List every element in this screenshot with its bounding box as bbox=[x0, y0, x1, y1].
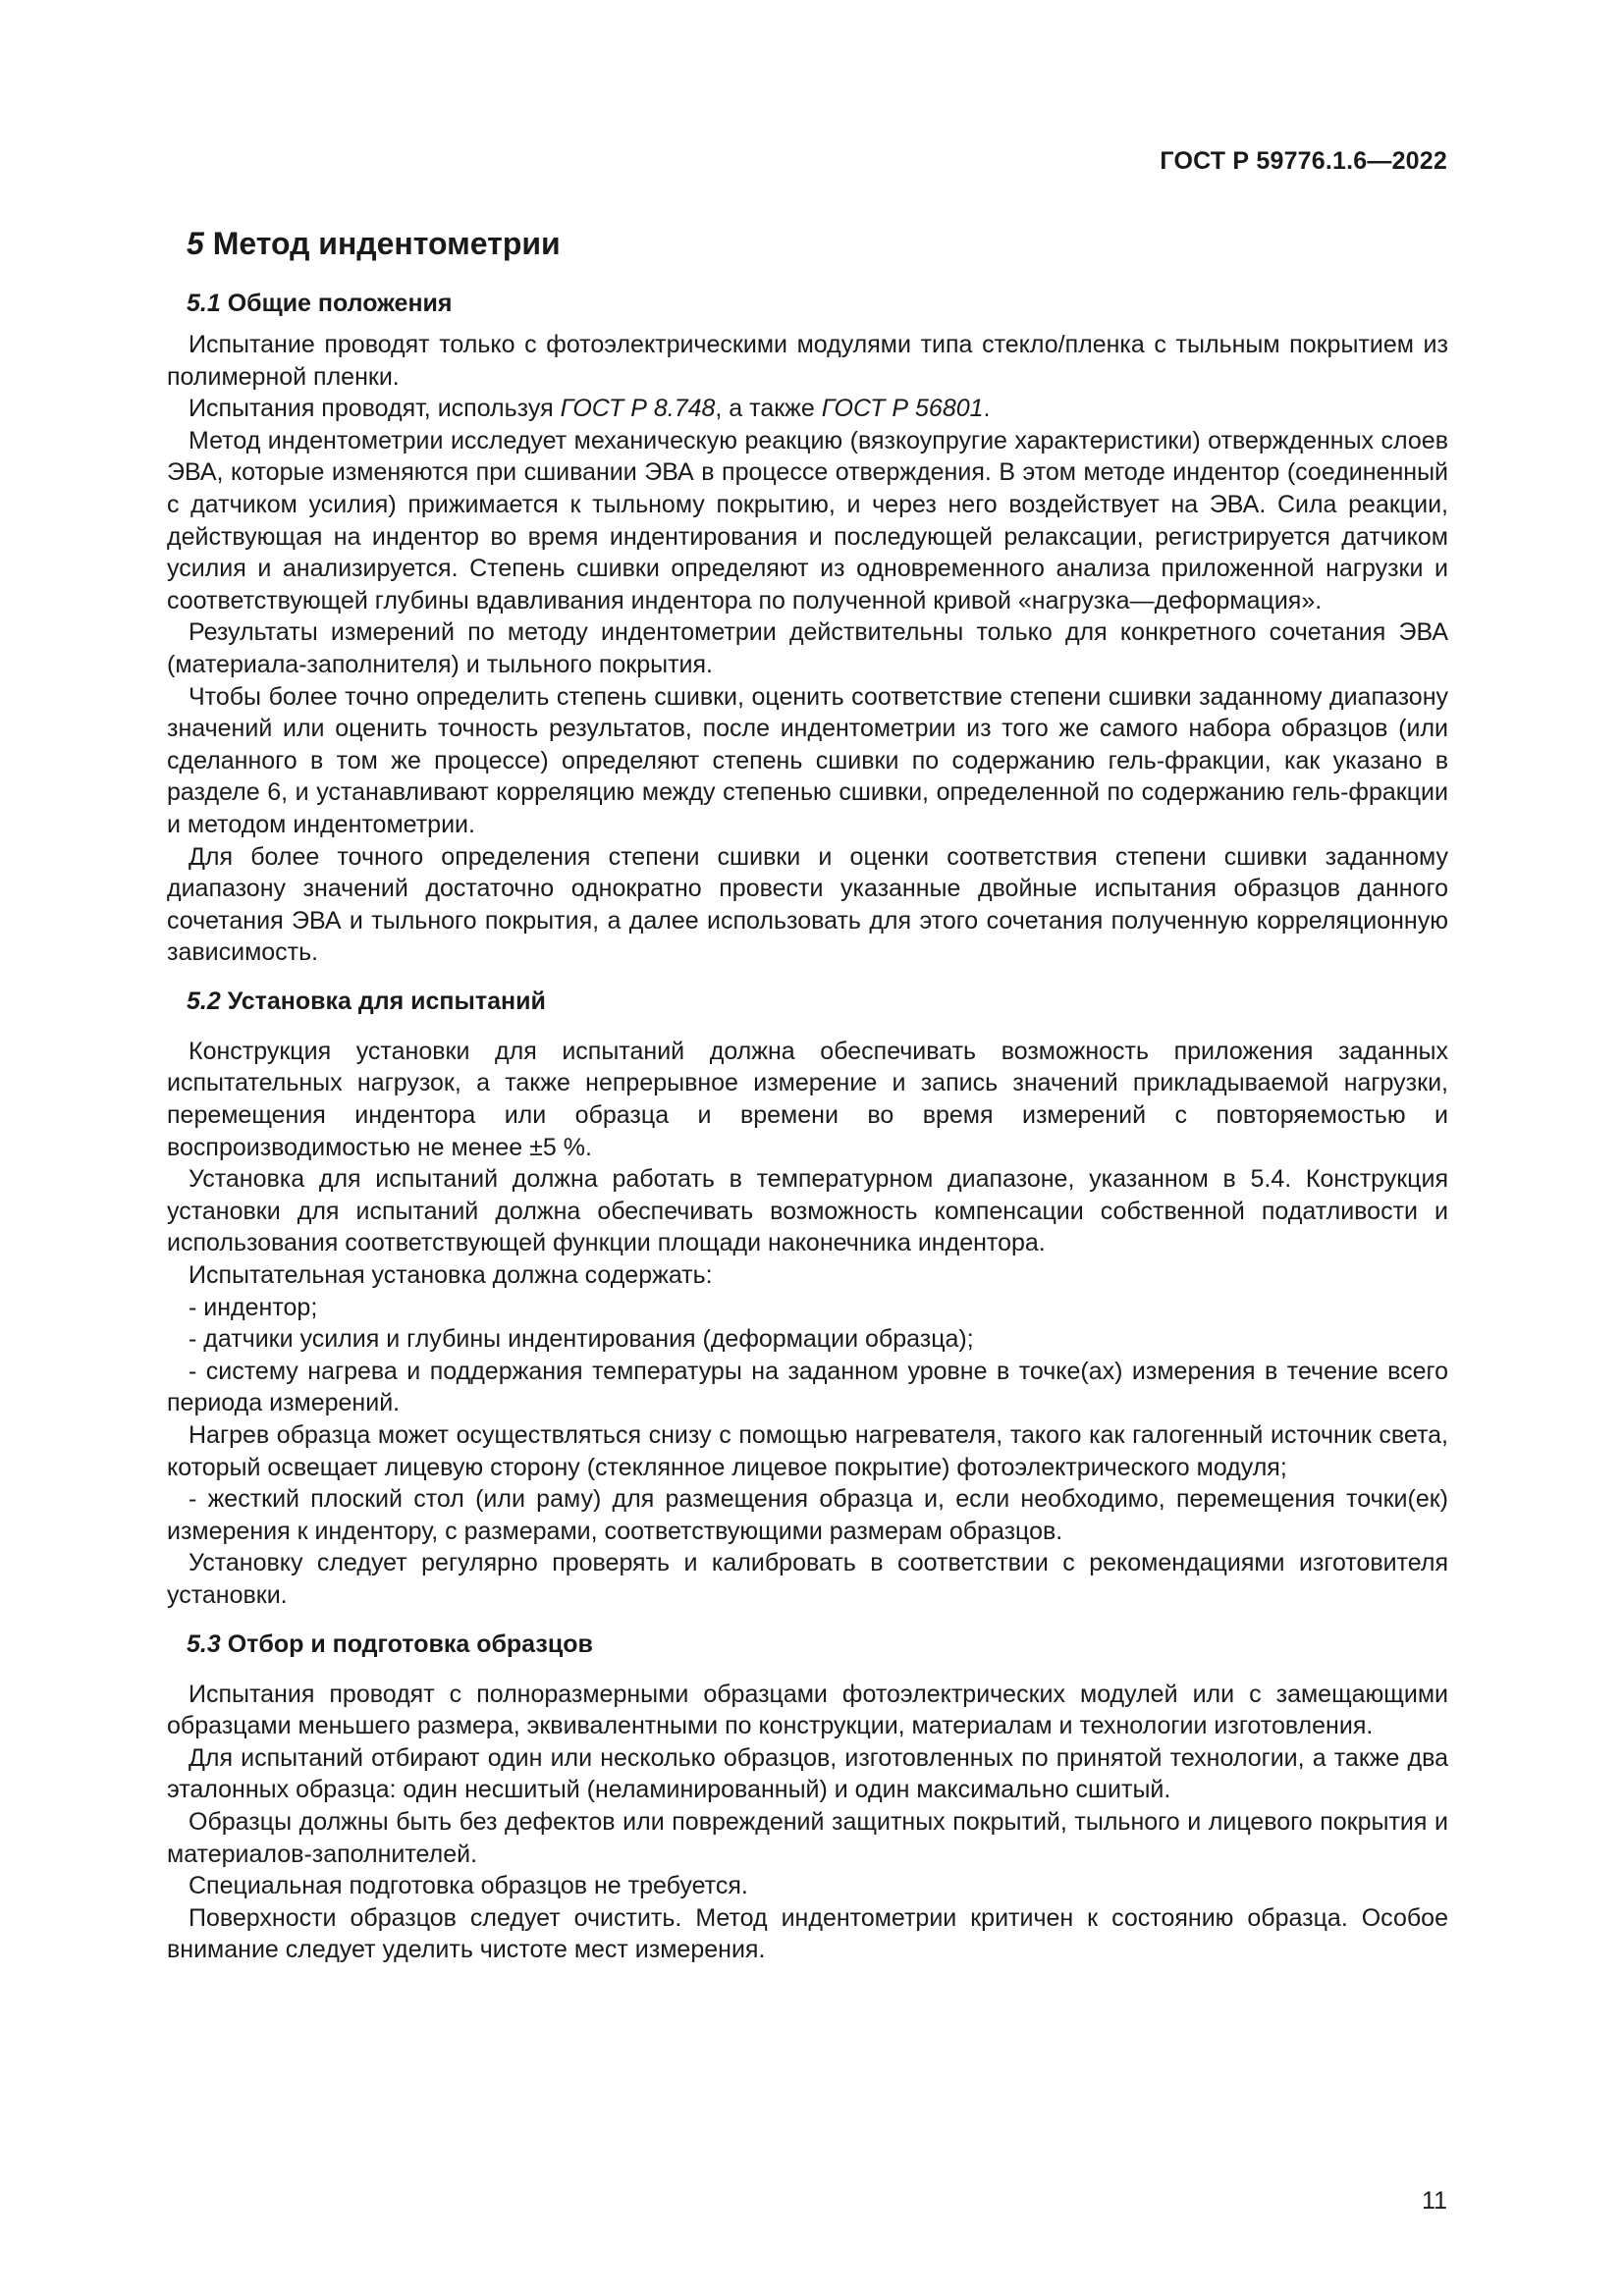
subsection-5-1-heading bbox=[187, 288, 1448, 319]
subsection-5-2 bbox=[167, 986, 1448, 1612]
paragraph: Нагрев образца может осуществляться снизу с помощью нагревателя, такого как галогенный источник света, который освещает лицевую сторону (стеклянное лицевое покрытие) фотоэлектрического модуля; bbox=[167, 1421, 1448, 1481]
list-item: - датчики усилия и глубины индентирования (деформации образца); bbox=[189, 1325, 974, 1354]
text-run: , а также bbox=[715, 395, 822, 423]
list-item: - систему нагрева и поддержания температуры на заданном уровне в точке(ах) измерения в течение всего периода измерений. bbox=[167, 1357, 1448, 1417]
subsection-5-3-heading bbox=[187, 1629, 1448, 1660]
paragraph: Испытание проводят только с фотоэлектрическими модулями типа стекло/пленка с тыльным покрытием из полимерной пленки. bbox=[167, 331, 1448, 391]
page-number: 11 bbox=[1422, 2187, 1447, 2215]
paragraph: Чтобы более точно определить степень сшивки, оценить соответствие степени сшивки заданному диапазону значений или оценить точность результатов, после индентометрии из того же самого набора образцов (или сделанного в том же процессе) определяют степень сшивки по содержанию гель-фракции, как указано в разделе 6, и устанавливают корреляцию между степенью сшивки, определенной по содержанию гель-фракции и методом индентометрии. bbox=[167, 682, 1448, 838]
subsection-5-2-heading bbox=[187, 986, 1448, 1017]
paragraph: Метод индентометрии исследует механическую реакцию (вязкоупругие характеристики) отвержденных слоев ЭВА, которые изменяются при сшивании ЭВА в процессе отверждения. В этом методе индентор (соединенный с датчиком усилия) прижимается к тыльному покрытию, и через него воздействует на ЭВА. Сила реакции, действующая на индентор во время индентирования и последующей релаксации, регистрируется датчиком усилия и анализируется. Степень сшивки определяют из одновременного анализа приложенной нагрузки и соответствующей глубины вдавливания индентора по полученной кривой «нагрузка—деформация». bbox=[167, 426, 1448, 614]
subsection-number: 5.1 bbox=[187, 290, 221, 317]
paragraph: Для испытаний отбирают один или несколько образцов, изготовленных по принятой технологии, а также два эталонных образца: один несшитый (неламинированный) и один максимально сшитый. bbox=[167, 1743, 1448, 1804]
list-item: - индентор; bbox=[189, 1293, 318, 1321]
section-title: Метод индентометрии bbox=[203, 226, 561, 261]
text-run: . bbox=[983, 395, 991, 423]
subsection-5-3 bbox=[167, 1629, 1448, 1966]
document-header-id: ГОСТ Р 59776.1.6—2022 bbox=[1160, 147, 1447, 175]
text-run: Испытания проводят, используя bbox=[189, 395, 561, 423]
subsection-title: Установка для испытаний bbox=[220, 987, 546, 1015]
subsection-title: Общие положения bbox=[220, 290, 453, 317]
subsection-title: Отбор и подготовка образцов bbox=[220, 1629, 593, 1658]
paragraph: Для более точного определения степени сшивки и оценки соответствия степени сшивки заданному диапазону значений достаточно однократно провести указанные двойные испытания образцов данного сочетания ЭВА и тыльного покрытия, а далее использовать для этого сочетания полученную корреляционную зависимость. bbox=[167, 842, 1448, 967]
paragraph: Специальная подготовка образцов не требуется. bbox=[189, 1872, 748, 1900]
standard-reference: ГОСТ Р 8.748 bbox=[560, 395, 716, 423]
paragraph: Образцы должны быть без дефектов или повреждений защитных покрытий, тыльного и лицевого покрытия и материалов-заполнителей. bbox=[167, 1807, 1448, 1868]
paragraph: Результаты измерений по методу индентометрии действительны только для конкретного сочетания ЭВА (материала-заполнителя) и тыльного покрытия. bbox=[167, 618, 1448, 678]
list-item: - жесткий плоский стол (или раму) для размещения образца и, если необходимо, перемещения точки(ек) измерения к индентору, с размерами, соответствующими размерам образцов. bbox=[167, 1485, 1448, 1545]
section-number: 5 bbox=[187, 226, 204, 261]
subsection-number: 5.2 bbox=[187, 987, 221, 1015]
document-content bbox=[167, 224, 1448, 1966]
paragraph: Установку следует регулярно проверять и калибровать в соответствии с рекомендациями изготовителя установки. bbox=[167, 1549, 1448, 1609]
paragraph: Испытательная установка должна содержать: bbox=[189, 1261, 713, 1290]
paragraph: Конструкция установки для испытаний должна обеспечивать возможность приложения заданных испытательных нагрузок, а также непрерывное измерение и запись значений прикладываемой нагрузки, перемещения индентора или образца и времени во время измерений с повторяемостью и воспроизводимостью не менее ±5 %. bbox=[167, 1037, 1448, 1161]
standard-reference: ГОСТ Р 56801 bbox=[821, 395, 984, 423]
paragraph-with-references bbox=[167, 393, 1448, 425]
paragraph: Установка для испытаний должна работать в температурном диапазоне, указанном в 5.4. Конструкция установки для испытаний должна обеспечивать возможность компенсации собственной податливости и использования соответствующей функции площади наконечника индентора. bbox=[167, 1165, 1448, 1257]
section-5-heading bbox=[187, 224, 1448, 263]
paragraph: Поверхности образцов следует очистить. Метод индентометрии критичен к состоянию образца. Особое внимание следует уделить чистоте мест измерения. bbox=[167, 1903, 1448, 1964]
paragraph: Испытания проводят с полноразмерными образцами фотоэлектрических модулей или с замещающими образцами меньшего размера, эквивалентными по конструкции, материалам и технологии изготовления. bbox=[167, 1680, 1448, 1740]
subsection-number: 5.3 bbox=[187, 1629, 221, 1658]
